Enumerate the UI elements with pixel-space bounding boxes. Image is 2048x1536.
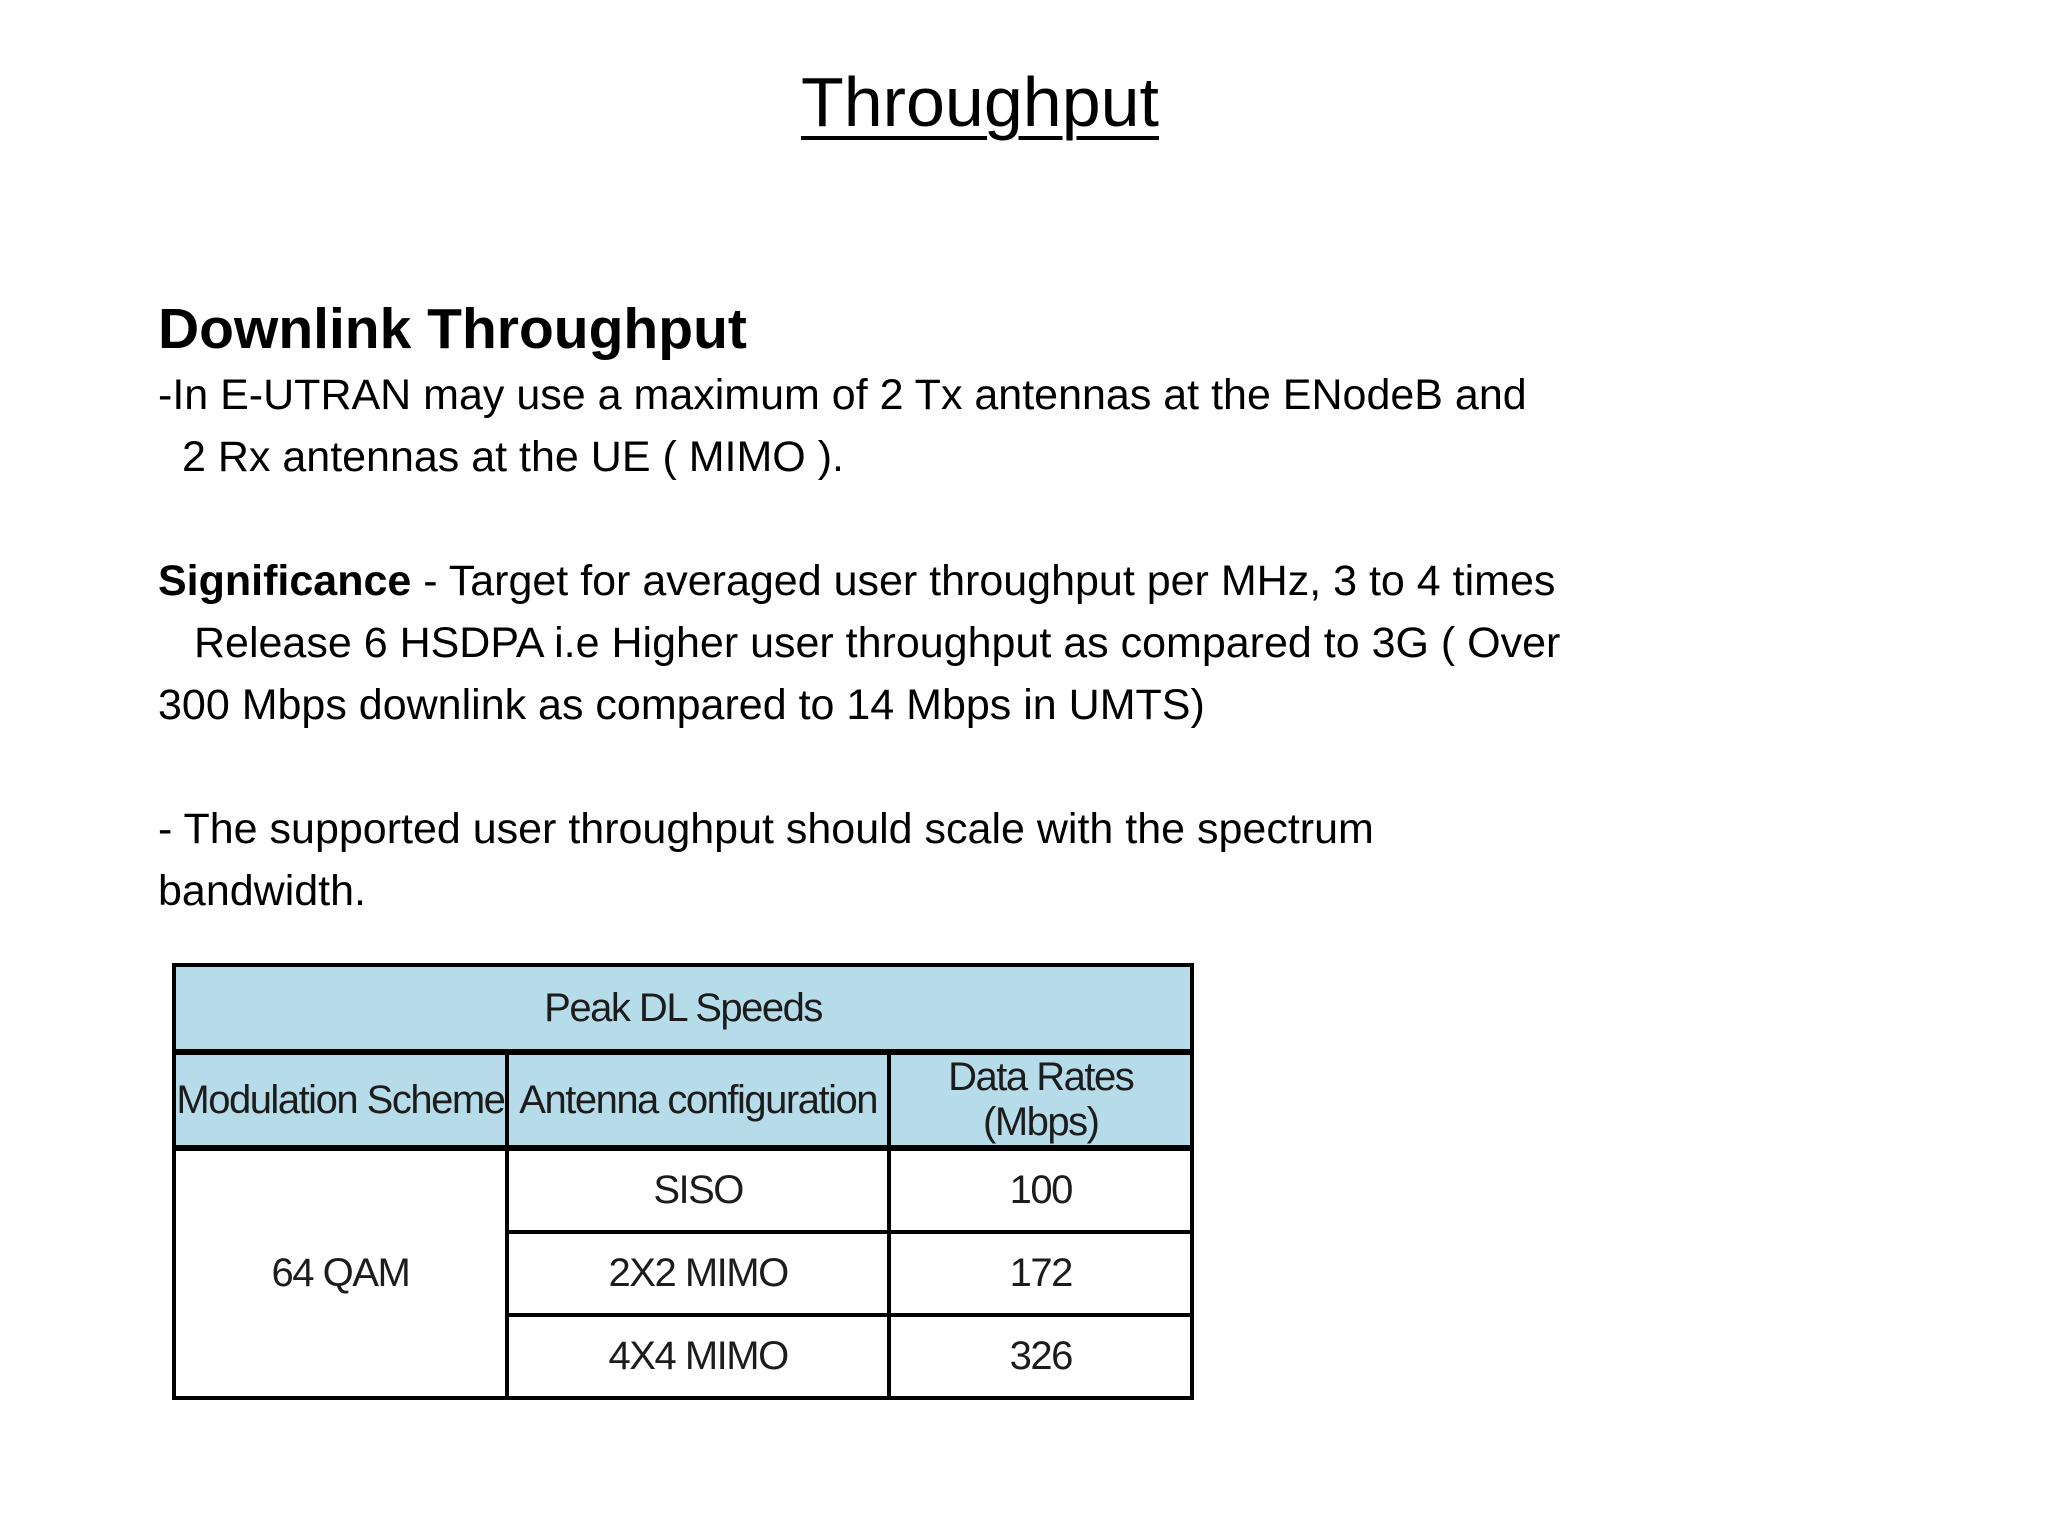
peak-dl-speeds-table: [172, 963, 1194, 1400]
slide-title: [0, 62, 1960, 142]
header-modulation-scheme: Modulation Scheme: [174, 1052, 507, 1148]
table-header-row: [174, 1052, 1192, 1148]
table-row: [174, 1148, 1192, 1232]
antenna-cell: SISO: [507, 1148, 890, 1232]
significance-line-3: 300 Mbps downlink as compared to 14 Mbps in UMTS): [158, 681, 1205, 729]
slide-body: [158, 290, 1718, 922]
antenna-cell: 2X2 MIMO: [507, 1232, 890, 1315]
rate-cell: 326: [889, 1315, 1192, 1398]
slide-title-text: Throughput: [800, 63, 1160, 141]
antenna-cell: 4X4 MIMO: [507, 1315, 890, 1398]
significance-line-2: Release 6 HSDPA i.e Higher user throughput as compared to 3G ( Over: [194, 619, 1561, 667]
significance-text-1: - Target for averaged user throughput per MHz, 3 to 4 times: [411, 557, 1556, 605]
header-antenna-configuration: Antenna configuration: [507, 1052, 890, 1148]
body-line-rx-antennas: 2 Rx antennas at the UE ( MIMO ).: [182, 433, 844, 481]
table-caption-row: [174, 965, 1192, 1052]
scale-line-1: - The supported user throughput should scale with the spectrum: [158, 805, 1374, 853]
significance-line-1: [158, 550, 1718, 612]
significance-label: Significance: [158, 557, 412, 605]
scale-line-2: bandwidth.: [158, 867, 366, 915]
spacer: [158, 488, 1718, 550]
spacer: [158, 736, 1718, 798]
rate-cell: 100: [889, 1148, 1192, 1232]
section-heading: Downlink Throughput: [158, 297, 747, 361]
body-line-tx-antennas: -In E-UTRAN may use a maximum of 2 Tx antennas at the ENodeB and: [158, 371, 1527, 419]
header-data-rates: Data Rates (Mbps): [889, 1052, 1192, 1148]
modulation-cell: 64 QAM: [174, 1148, 507, 1398]
table-caption: Peak DL Speeds: [174, 965, 1192, 1052]
rate-cell: 172: [889, 1232, 1192, 1315]
